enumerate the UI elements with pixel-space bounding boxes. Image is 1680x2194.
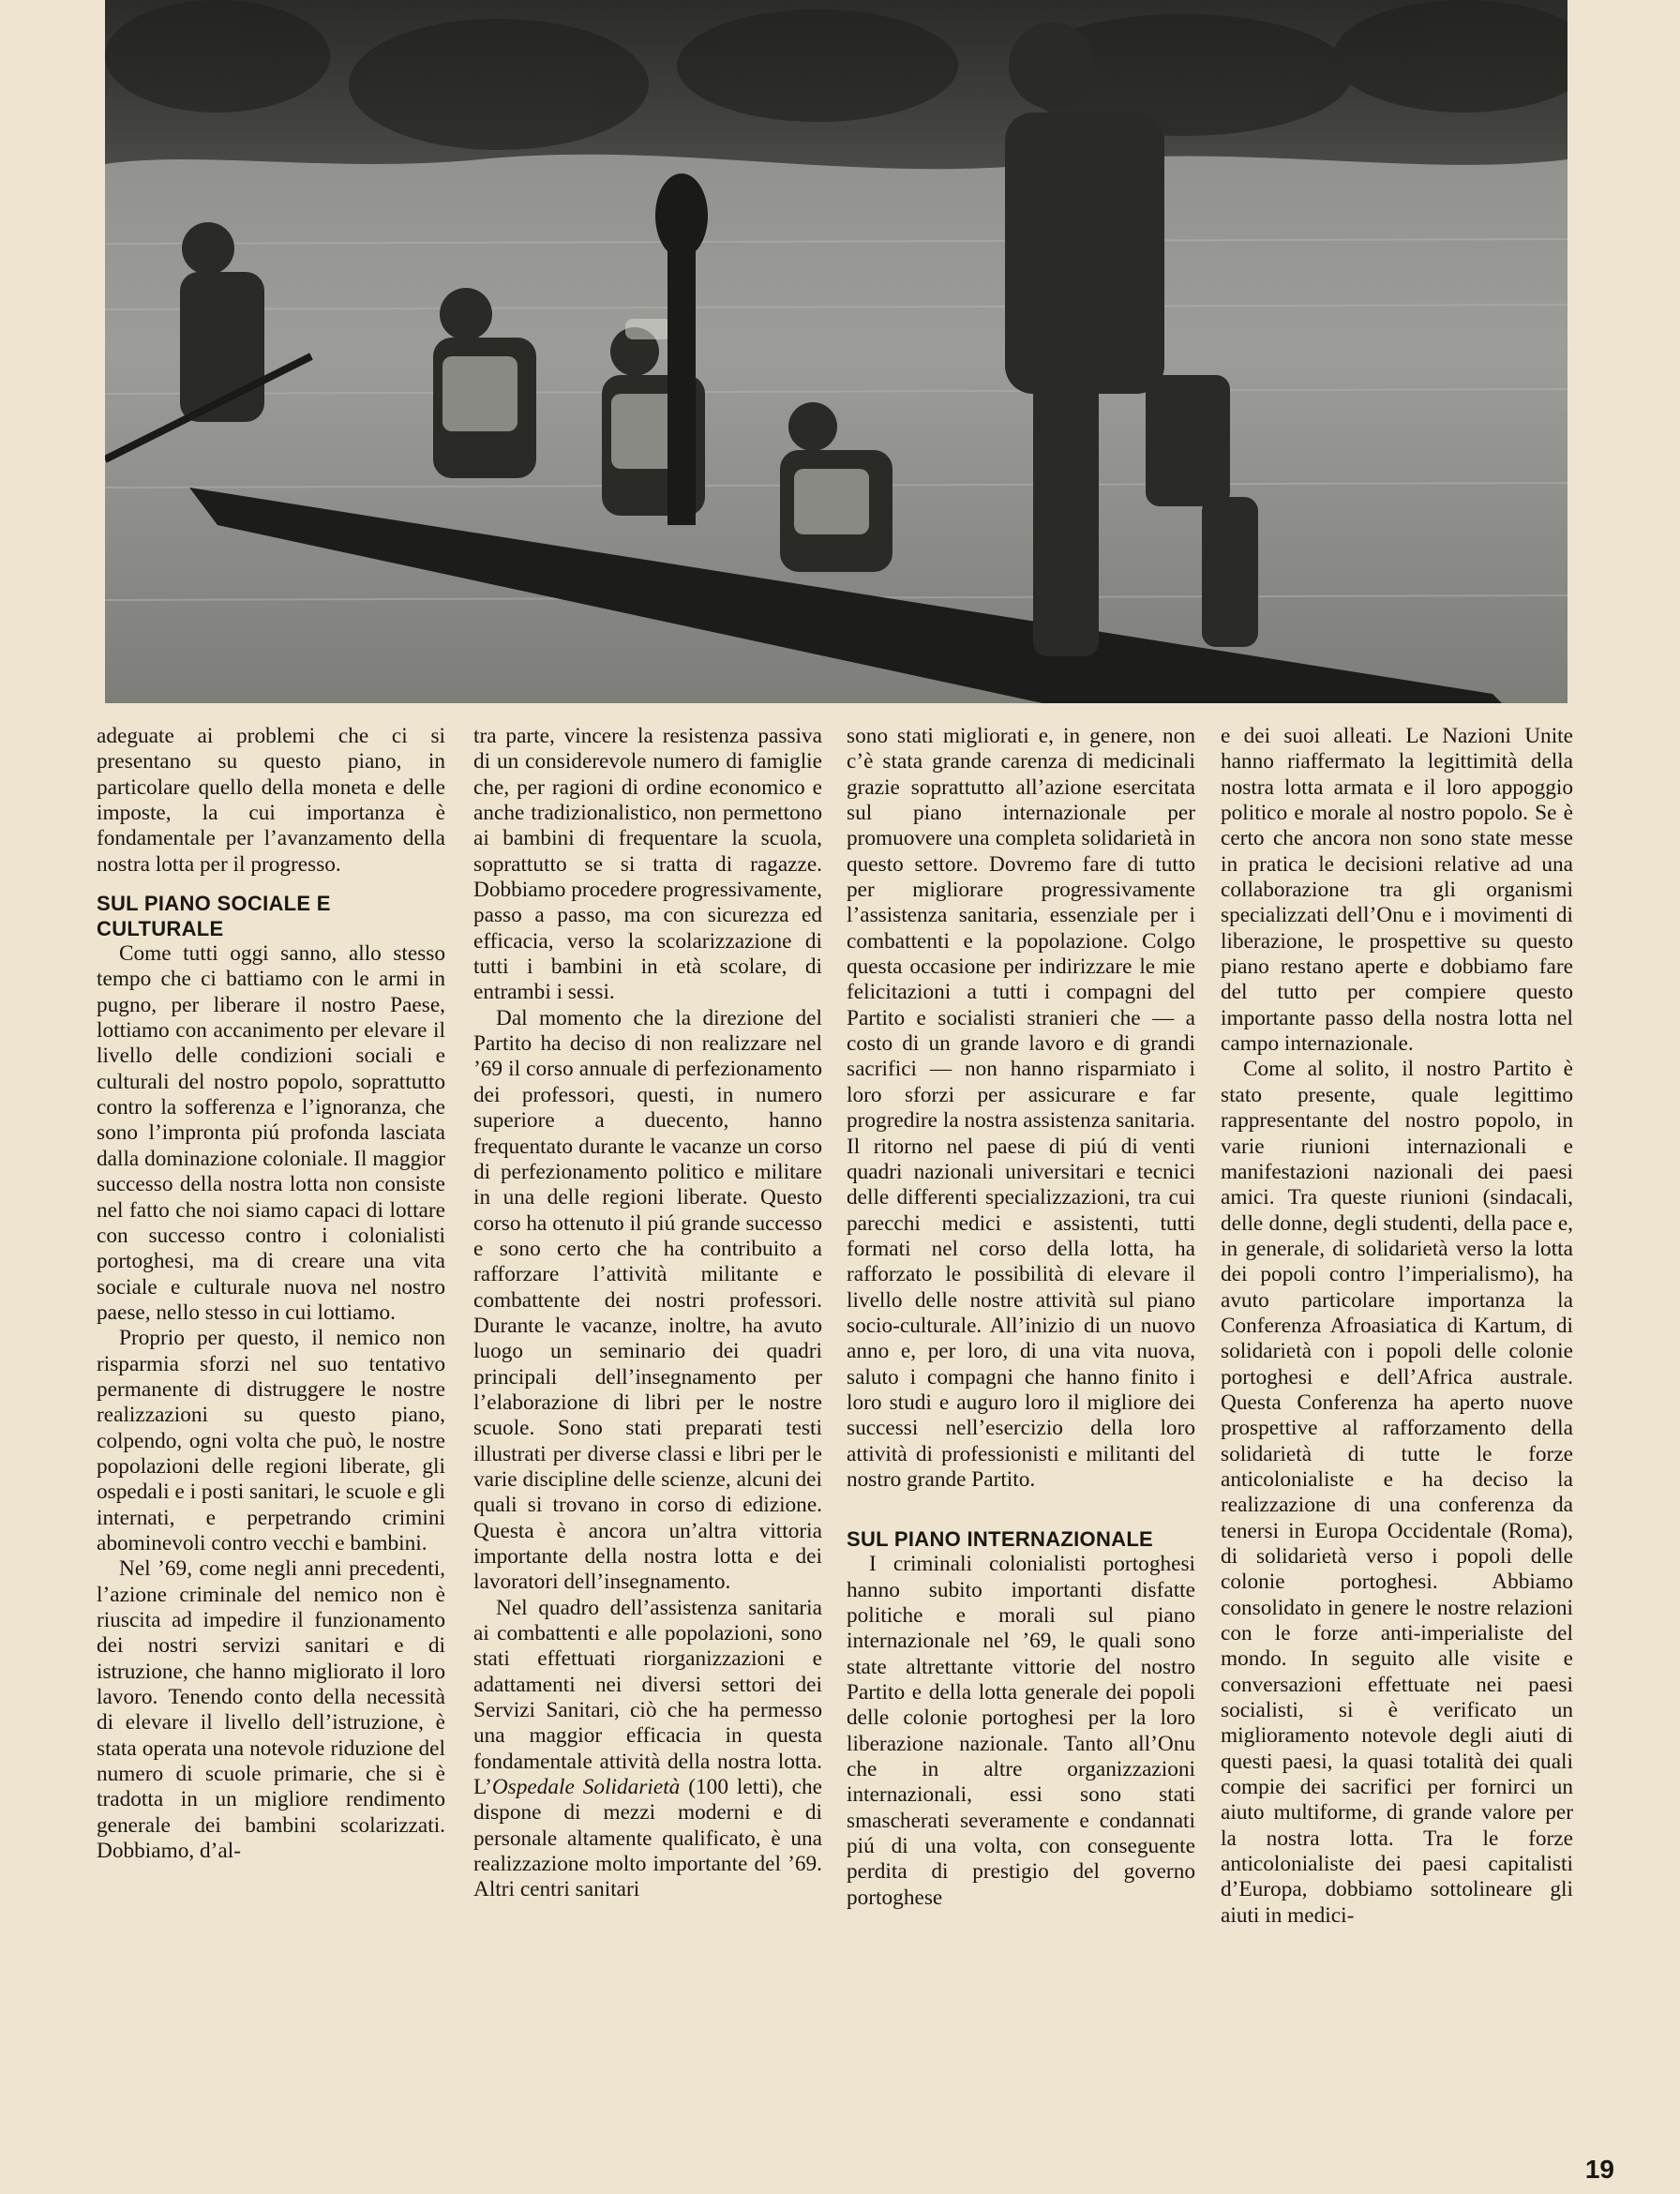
paragraph-text: Nel quadro dell’assistenza sanitaria ai combattenti e alle popolazioni, sono stati effettuati riorganizzazioni e adattamenti nei diversi settori dei Servizi Sanitari, ciò che ha permesso una maggior efficacia in questa fondamentale attività della nostra lotta. L’ (473, 1595, 822, 1800)
paragraph: Nel ’69, come negli anni precedenti, l’azione criminale del nemico non è riuscita ad impedire il funzionamento dei nostri servizi sanitari e di istruzione, che hanno migliorato il loro lavoro. Tenendo conto della necessità di elevare il livello dell’istruzione, è stata operata una notevole riduzione del numero di scuole primarie, che si è tradotta in un migliore rendimento generale dei bambini scolarizzati. Dobbiamo, d’al- (97, 1556, 445, 1864)
paragraph: e dei suoi alleati. Le Nazioni Unite hanno riaffermato la legittimità della nostra lotta armata e il loro appoggio politico e morale al nostro popolo. Se è certo che ancora non sono state messe in pratica le decisioni relative ad una collaborazione tra gli organismi specializzati dell’Onu e i movimenti di liberazione, le prospettive su questo piano restano aperte e dobbiamo fare del tutto per compiere questo importante passo della nostra lotta nel campo internazionale. (1221, 724, 1573, 1057)
text-column-2 (473, 724, 822, 1903)
boat-guerrilla-photo-icon (105, 0, 1568, 703)
paragraph: Proprio per questo, il nemico non risparmia sforzi nel suo tentativo permanente di distruggere le nostre realizzazioni su questo piano, colpendo, ogni volta che può, le nostre popolazioni delle regioni liberate, gli ospedali e i posti sanitari, le scuole e gli internati, e perpetrando crimini abominevoli contro vecchi e bambini. (97, 1326, 446, 1555)
text-column-4 (1221, 724, 1573, 1929)
paragraph: adeguate ai problemi che ci si presentano su questo piano, in particolare quello della moneta e delle imposte, la cui importanza è fondamentale per l’avanzamento della nostra lotta per il progresso. (97, 724, 445, 877)
section-heading-social: SUL PIANO SOCIALE E CULTURALE (97, 892, 331, 941)
text-column-3 (847, 724, 1195, 1911)
paragraph: tra parte, vincere la resistenza passiva di un considerevole numero di famiglie che, per ragioni di ordine economico e anche tradizionalistico, non permettono ai bambini di frequentare la scuola, soprattutto se si tratta di ragazze. Dobbiamo procedere progressivamente, passo a passo, ma con sicurezza ed efficacia, verso la scolarizzazione di tutti i bambini in età scolare, di entrambi i sessi. (473, 724, 822, 1005)
paragraph: Dal momento che la direzione del Partito ha deciso di non realizzare nel ’69 il corso annuale di perfezionamento dei professori, questi, in numero superiore a duecento, hanno frequentato durante le vacanze un corso di perfezionamento politico e militare in una delle regioni liberate. Questo corso ha ottenuto il piú grande successo e sono certo che ha contribuito a rafforzare l’attività militante e combattente dei nostri professori. Durante le vacanze, inoltre, ha avuto luogo un seminario dei quadri principali dell’insegnamento per l’elaborazione di libri per le nostre scuole. Sono stati preparati testi illustrati per diverse classi e libri per le varie discipline delle scienze, alcuni dei quali si trovano in corso di edizione. Questa è ancora un’altra vittoria importante della nostra lotta e dei lavoratori dell’insegnamento. (473, 1005, 822, 1595)
hospital-name: Ospedale Solidarietà (491, 1775, 681, 1800)
boat-photo (105, 0, 1568, 703)
section-heading-international: SUL PIANO INTERNAZIONALE (847, 1527, 1154, 1552)
paragraph: I criminali colonialisti portoghesi hanno subito importanti disfatte politiche e morali sul piano internazionale nel ’69, le quali sono state altrettante vittorie del nostro Partito e della lotta generale dei popoli delle colonie portoghesi per la loro liberazione nazionale. Tanto all’Onu che in altre organizzazioni internazionali, essi sono stati smascherati severamente e condannati piú di una volta, con conseguente perdita di prestigio del governo portoghese (847, 1552, 1195, 1910)
paragraph: Come tutti oggi sanno, allo stesso tempo che ci battiamo con le armi in pugno, per liberare il nostro Paese, lottiamo con accanimento per elevare il livello delle condizioni sociali e culturali del nostro popolo, soprattutto contro la sofferenza e l’ignoranza, che sono l’impronta piú profonda lasciata dalla dominazione coloniale. Il maggior successo della nostra lotta non consiste nel fatto che noi siamo capaci di lottare con successo contro i colonialisti portoghesi, ma di creare una vita sociale e culturale nuova nel nostro paese, nello stesso in cui lottiamo. (97, 941, 445, 1325)
paragraph: sono stati migliorati e, in genere, non c’è stata grande carenza di medicinali grazie soprattutto all’azione esercitata sul piano internazionale per promuovere una completa solidarietà in questo settore. Dovremo fare di tutto per migliorare progressivamente l’assistenza sanitaria, essenziale per i combattenti e la popolazione. Colgo questa occasione per indirizzare le mie felicitazioni a tutti i compagni del Partito e socialisti stranieri che — a costo di un grande lavoro e di grandi sacrifici — non hanno risparmiato i loro sforzi per assicurare e far progredire la nostra assistenza sanitaria. Il ritorno nel paese di piú di venti quadri nazionali universitari e tecnici delle differenti specializzazioni, tra cui parecchi medici e assistenti, tutti formati nel corso della lotta, ha rafforzato le possibilità di elevare il livello delle nostre attività sul piano socio-culturale. All’inizio di un nuovo anno e, per loro, di una vita nuova, saluto i compagni che hanno finito i loro studi e auguro loro il migliore dei successi nell’esercizio della loro attività di professionisti e militanti del nostro grande Partito. (847, 724, 1195, 1492)
page-number: 19 (1584, 2155, 1614, 2184)
paragraph (473, 1596, 822, 1903)
paragraph-text: (100 letti), che dispone di mezzi moderni e di personale altamente qualificato, è una realizzazione molto importante del ’69. Altri centri sanitari (473, 1775, 822, 1902)
text-column-1 (97, 724, 445, 1864)
paragraph: Come al solito, il nostro Partito è stato presente, quale legittimo rappresentante del nostro popolo, in varie riunioni internazionali e manifestazioni nazionali dei paesi amici. Tra queste riunioni (sindacali, delle donne, degli studenti, della pace e, in generale, di solidarietà verso la lotta dei popoli contro l’imperialismo), ha avuto particolare importanza la Conferenza Afroasiatica di Kartum, di solidarietà con i popoli delle colonie portoghesi e dell’Africa australe. Questa Conferenza ha aperto nuove prospettive al rafforzamento della solidarietà di tutte le forze anticolonialiste e ha deciso la realizzazione di una conferenza da tenersi in Europa Occidentale (Roma), di solidarietà verso i popoli delle colonie portoghesi. Abbiamo consolidato in genere le nostre relazioni con le forze anti-imperialiste del mondo. In seguito alle visite e conversazioni effettuate nei paesi socialisti, si è verificato un miglioramento notevole degli aiuti di questi paesi, la quasi totalità dei quali compie dei sacrifici per fornirci un aiuto multiforme, di grande valore per la nostra lotta. Tra le forze anticolonialiste dei paesi capitalisti d’Europa, dobbiamo sottolineare gli aiuti in medici- (1221, 1057, 1573, 1928)
